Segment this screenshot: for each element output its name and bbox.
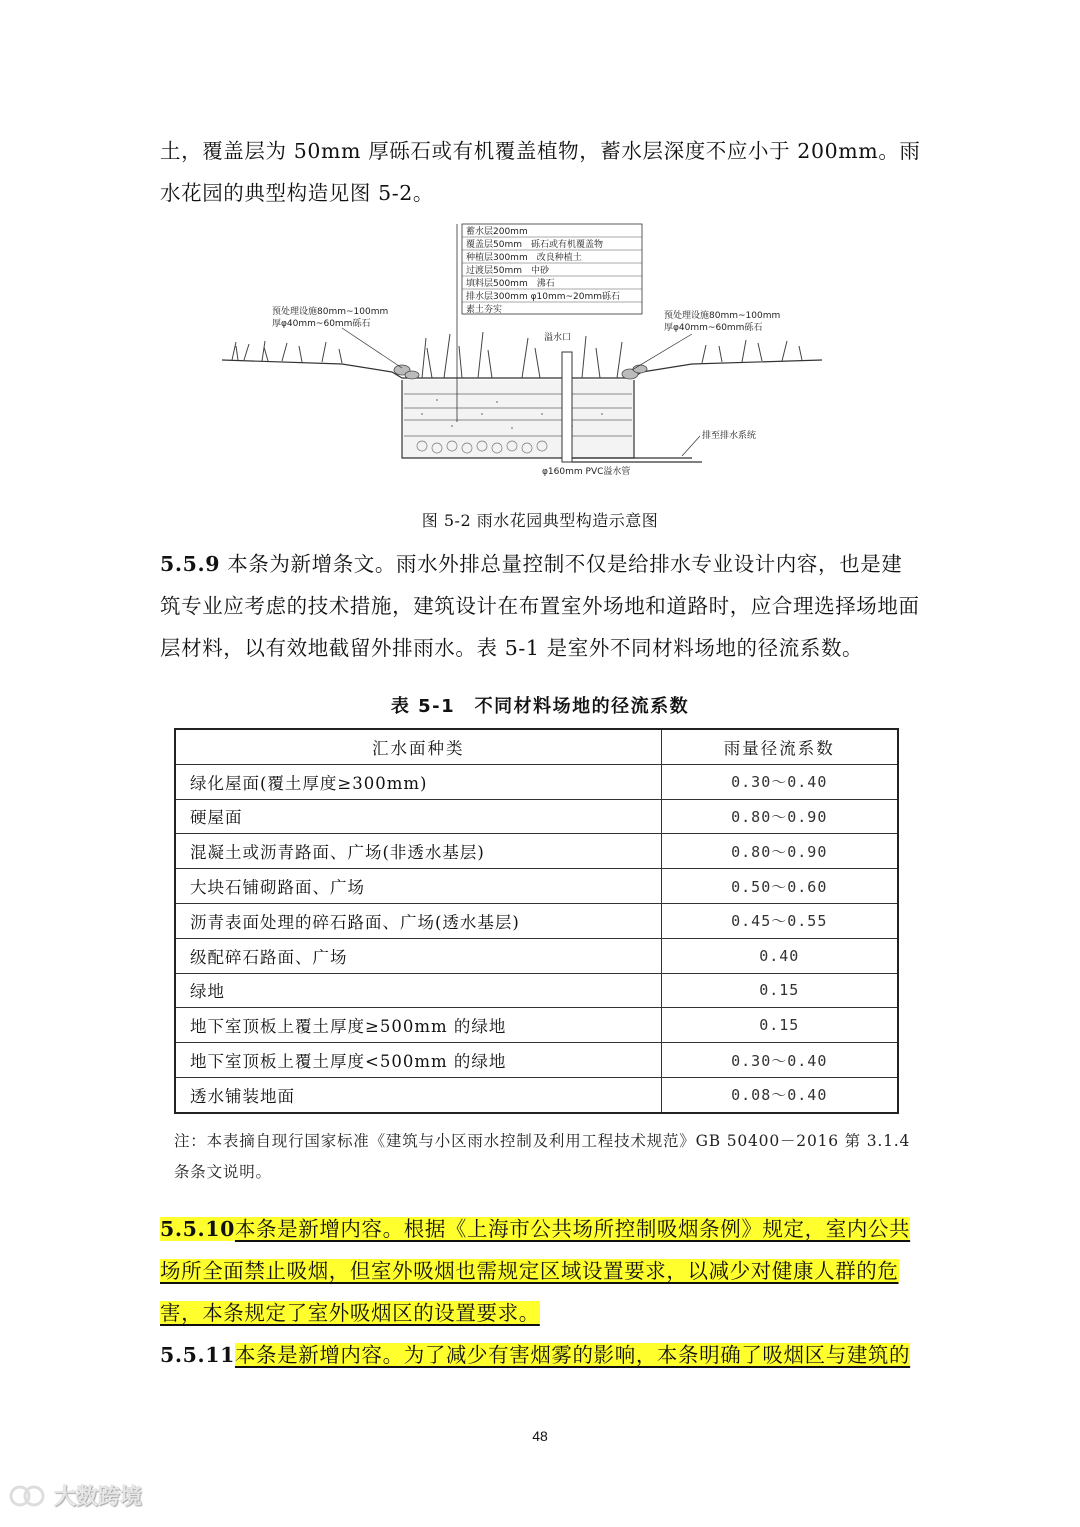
layer-label: 素土夯实 xyxy=(466,305,503,315)
clause-number: 5.5.10 xyxy=(160,1217,235,1241)
surface-type-cell: 大块石铺砌路面、广场 xyxy=(175,869,661,904)
table-row xyxy=(175,799,898,834)
runoff-coefficient-table xyxy=(174,728,899,1114)
surface-type-cell: 地下室顶板上覆土厚度<500mm 的绿地 xyxy=(175,1043,661,1078)
table-row xyxy=(175,1077,898,1112)
overflow-label: 溢水口 xyxy=(544,333,572,343)
rain-garden-diagram xyxy=(222,222,822,484)
table-row xyxy=(175,1043,898,1078)
left-label: 厚φ40mm~60mm砾石 xyxy=(272,319,371,329)
coefficient-cell: 0.15 xyxy=(661,973,898,1008)
excavation-pit xyxy=(402,380,634,458)
highlighted-clause-text: 本条是新增内容。为了减少有害烟雾的影响，本条明确了吸烟区与建筑的 xyxy=(234,1343,911,1367)
intro-paragraph: 土，覆盖层为 50mm 厚砾石或有机覆盖植物，蓄水层深度不应小于 200mm。雨水花园的典型构造见图 5-2。 xyxy=(160,139,921,205)
table-row xyxy=(175,1008,898,1043)
right-label: 厚φ40mm~60mm砾石 xyxy=(664,323,763,333)
table-header-row xyxy=(175,729,898,764)
surface-type-cell: 绿地 xyxy=(175,973,661,1008)
clause-number: 5.5.11 xyxy=(160,1343,235,1367)
pipe-label: φ160mm PVC溢水管 xyxy=(542,467,631,477)
table-title: 表 5-1 不同材料场地的径流系数 xyxy=(390,696,690,717)
coefficient-cell: 0.40 xyxy=(661,938,898,973)
surface-type-cell: 透水铺装地面 xyxy=(175,1077,661,1112)
coefficient-cell: 0.80～0.90 xyxy=(661,834,898,869)
surface-type-cell: 混凝土或沥青路面、广场(非透水基层) xyxy=(175,834,661,869)
figure-caption: 图 5-2 雨水花园典型构造示意图 xyxy=(421,511,659,530)
coefficient-cell: 0.30～0.40 xyxy=(661,764,898,799)
table-row xyxy=(175,973,898,1008)
page-number: 48 xyxy=(532,1428,548,1444)
header-surface-type: 汇水面种类 xyxy=(175,729,661,764)
table-row xyxy=(175,869,898,904)
surface-type-cell: 沥青表面处理的碎石路面、广场(透水基层) xyxy=(175,903,661,938)
table-row xyxy=(175,903,898,938)
table-note: 注：本表摘自现行国家标准《建筑与小区雨水控制及利用工程技术规范》GB 50400－2016 第 3.1.4 条条文说明。 xyxy=(174,1132,911,1181)
table-row xyxy=(175,938,898,973)
coefficient-cell: 0.08～0.40 xyxy=(661,1077,898,1112)
surface-type-cell: 绿化屋面(覆土厚度≥300mm) xyxy=(175,764,661,799)
coefficient-cell: 0.15 xyxy=(661,1008,898,1043)
paragraph-5-5-11 xyxy=(160,1334,922,1376)
clause-number: 5.5.9 xyxy=(160,552,221,576)
clause-text: 本条为新增条文。雨水外排总量控制不仅是给排水专业设计内容，也是建筑专业应考虑的技术措施，建筑设计在布置室外场地和道路时，应合理选择场地面层材料，以有效地截留外排雨水。表 5-1 是室外不同材料场地的径流系数。 xyxy=(160,552,920,660)
layer-label: 排水层300mm φ10mm~20mm砾石 xyxy=(466,292,621,302)
layer-label: 种植层300mm 改良种植土 xyxy=(466,253,582,263)
layer-label: 填料层500mm 沸石 xyxy=(466,279,555,289)
paragraph-5-5-10 xyxy=(160,1208,922,1334)
vegetation xyxy=(232,332,802,378)
surface-type-cell: 地下室顶板上覆土厚度≥500mm 的绿地 xyxy=(175,1008,661,1043)
drain-label: 排至排水系统 xyxy=(702,431,757,441)
overflow-pipe xyxy=(562,352,572,462)
layer-label: 过渡层50mm 中砂 xyxy=(466,266,549,276)
header-runoff-coefficient: 雨量径流系数 xyxy=(661,729,898,764)
left-label: 预处理设施80mm~100mm xyxy=(272,307,389,317)
highlighted-clause-text: 本条是新增内容。根据《上海市公共场所控制吸烟条例》规定，室内公共场所全面禁止吸烟，但室外吸烟也需规定区域设置要求，以减少对健康人群的危害，本条规定了室外吸烟区的设置要求。 xyxy=(160,1217,911,1325)
table-row xyxy=(175,764,898,799)
watermark xyxy=(8,1480,142,1511)
layer-label: 蓄水层200mm xyxy=(466,227,528,237)
watermark-text: 大数跨境 xyxy=(54,1485,143,1510)
paragraph-5-5-9 xyxy=(160,543,922,669)
layer-label: 覆盖层50mm 砾石或有机覆盖物 xyxy=(466,240,603,250)
surface-type-cell: 硬屋面 xyxy=(175,799,661,834)
surface-type-cell: 级配碎石路面、广场 xyxy=(175,938,661,973)
coefficient-cell: 0.30～0.40 xyxy=(661,1043,898,1078)
coefficient-cell: 0.45～0.55 xyxy=(661,903,898,938)
watermark-logo-icon xyxy=(8,1482,48,1510)
coefficient-cell: 0.50～0.60 xyxy=(661,869,898,904)
table-row xyxy=(175,834,898,869)
right-label: 预处理设施80mm~100mm xyxy=(664,311,781,321)
coefficient-cell: 0.80～0.90 xyxy=(661,799,898,834)
